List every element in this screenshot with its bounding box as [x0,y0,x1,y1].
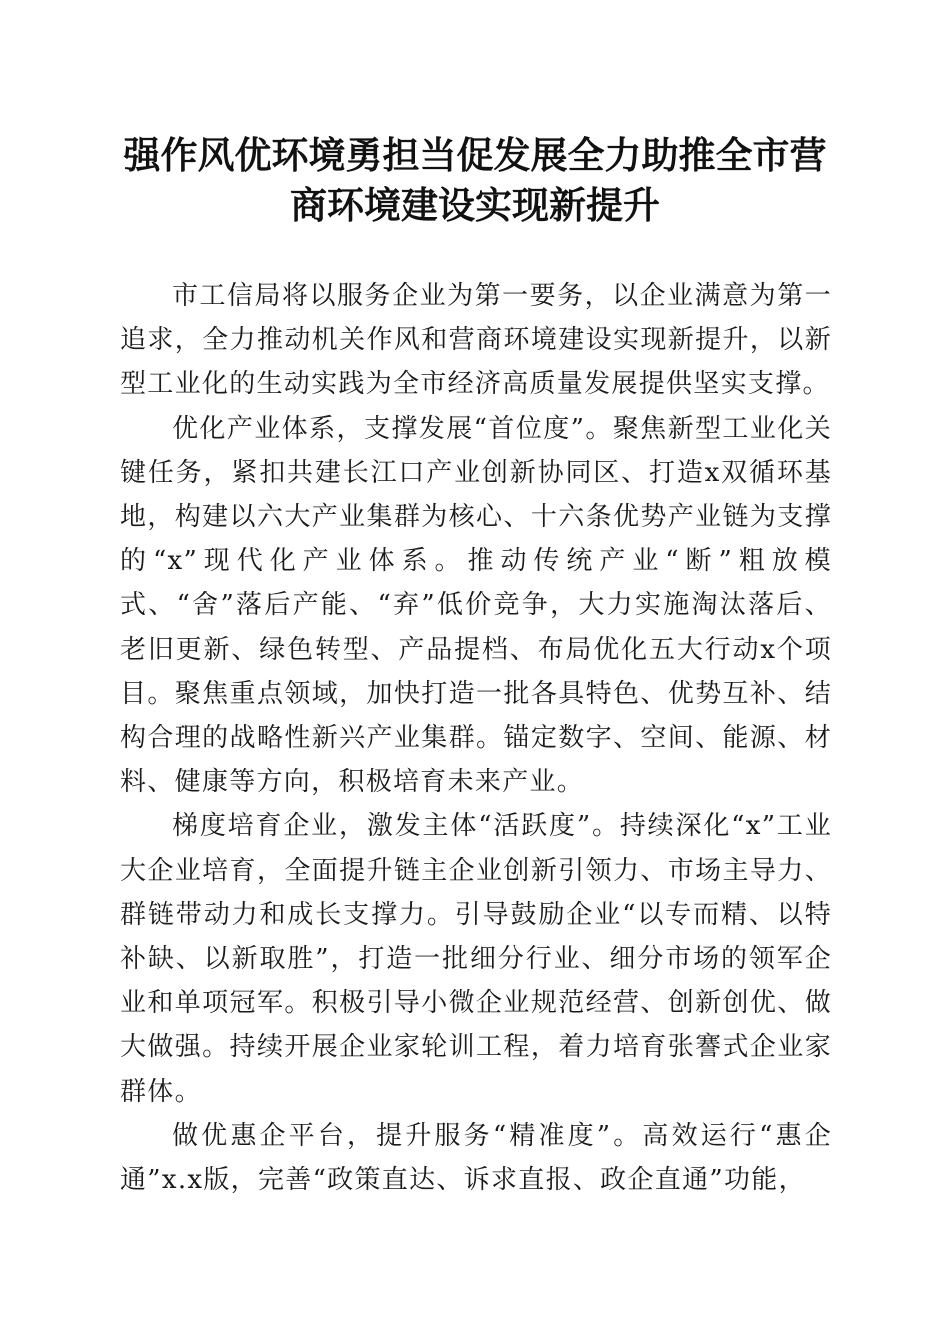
paragraph-intro: 市工信局将以服务企业为第一要务，以企业满意为第一追求，全力推动机关作风和营商环境建设实现新提升，以新型工业化的生动实践为全市经济高质量发展提供坚实支撑。 [120,281,832,400]
document-body [120,274,832,1202]
paragraph-service-platform: 做优惠企平台，提升服务“精准度”。高效运行“惠企通”x.x版，完善“政策直达、诉求直报、政企直通”功能， [120,1120,832,1196]
document-title: 强作风优环境勇担当促发展全力助推全市营商环境建设实现新提升 [123,133,827,227]
paragraph-enterprise-cultivation: 梯度培育企业，激发主体“活跃度”。持续深化“x”工业大企业培育，全面提升链主企业创新引领力、市场主导力、群链带动力和成长支撑力。引导鼓励企业“以专而精、以特补缺、以新取胜”，打造一批细分行业、细分市场的领军企业和单项冠军。积极引导小微企业规范经营、创新创优、做大做强。持续开展企业家轮训工程，着力培育张謇式企业家群体。 [120,811,832,1107]
paragraph-industry-system: 优化产业体系，支撑发展“首位度”。聚焦新型工业化关键任务，紧扣共建长江口产业创新协同区、打造x双循环基地，构建以六大产业集群为核心、十六条优势产业链为支撑的“x”现代化产业体系。推动传统产业“断”粗放模式、“舍”落后产能、“弃”低价竞争，大力实施淘汰落后、老旧更新、绿色转型、产品提档、布局优化五大行动x个项目。聚焦重点领域，加快打造一批各具特色、优势互补、结构合理的战略性新兴产业集群。锚定数字、空间、能源、材料、健康等方向，积极培育未来产业。 [120,413,832,798]
